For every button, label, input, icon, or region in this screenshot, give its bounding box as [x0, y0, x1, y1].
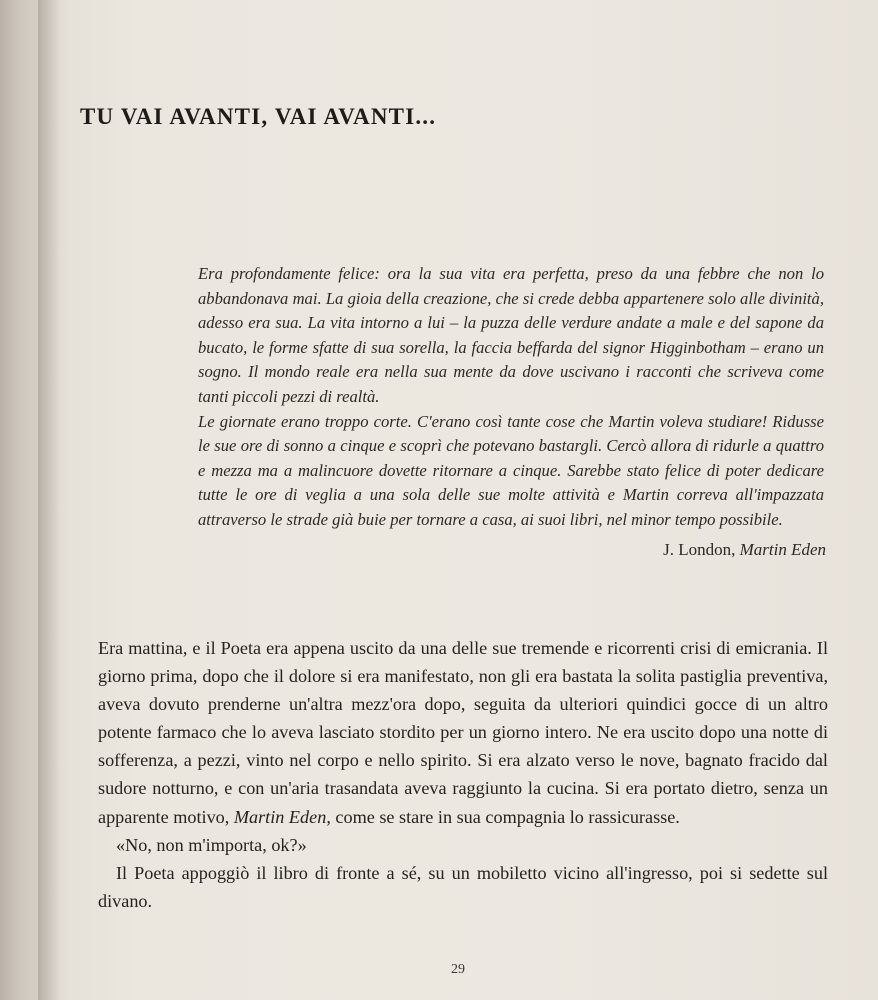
- body-paragraph-2: «No, non m'importa, ok?»: [116, 834, 307, 855]
- epigraph-paragraph-1: Era profondamente felice: ora la sua vita era perfetta, preso da una febbre che non lo abbandonava mai. La gioia della creazione, che si crede debba appartenere solo alle divinità, adesso era sua. La vita intorno a lui – la puzza delle verdure andate a male e del sapone da bucato, le forme sfatte di sua sorella, la faccia beffarda del signor Higginbotham – erano un sogno. Il mondo reale era nella sua mente da dove uscivano i racconti che scriveva come tanti piccoli pezzi di realtà.: [198, 264, 824, 406]
- body-paragraph-1: [98, 634, 828, 831]
- body-paragraph-1-end: , come se stare in sua compagnia lo rassicurasse.: [326, 806, 680, 827]
- epigraph: [198, 262, 824, 533]
- epigraph-author: J. London,: [663, 540, 736, 559]
- epigraph-paragraph-2: Le giornate erano troppo corte. C'erano così tante cose che Martin voleva studiare! Ridusse le sue ore di sonno a cinque e scoprì che potevano bastargli. Cercò allora di ridurle a quattro e mezza ma a malincuore dovette ritornare a cinque. Sarebbe stato felice di poter dedicare tutte le ore di veglia a una sola delle sue molte attività e Martin correva all'impazzata attraverso le strade già buie per tornare a casa, ai suoi libri, nel minor tempo possibile.: [198, 411, 824, 529]
- body-text: [98, 634, 828, 915]
- body-paragraph-1-text: Era mattina, e il Poeta era appena uscito da una delle sue tremende e ricorrenti crisi di emicrania. Il giorno prima, dopo che il dolore si era manifestato, non gli era bastata la solita pastiglia preventiva, aveva dovuto prenderne un'altra mezz'ora dopo, seguita da ulteriori quindici gocce di un altro potente farmaco che lo aveva lasciato stordito per un giorno intero. Ne era uscito dopo una notte di sofferenza, a pezzi, vinto nel corpo e nello spirito. Si era alzato verso le nove, bagnato fracido dal sudore notturno, e con un'aria trasandata aveva raggiunto la cucina. Si era portato dietro, senza un apparente motivo,: [98, 638, 828, 827]
- chapter-title: TU VAI AVANTI, VAI AVANTI...: [80, 104, 437, 129]
- epigraph-book-title: Martin Eden: [739, 540, 826, 559]
- page-gutter-shadow: [38, 0, 60, 1000]
- body-book-title: Martin Eden: [233, 806, 327, 827]
- book-page: [38, 0, 878, 1000]
- epigraph-attribution: [663, 540, 826, 560]
- page-number: 29: [451, 962, 465, 977]
- body-paragraph-3: Il Poeta appoggiò il libro di fronte a sé, su un mobiletto vicino all'ingresso, poi si sedette sul divano.: [98, 862, 828, 911]
